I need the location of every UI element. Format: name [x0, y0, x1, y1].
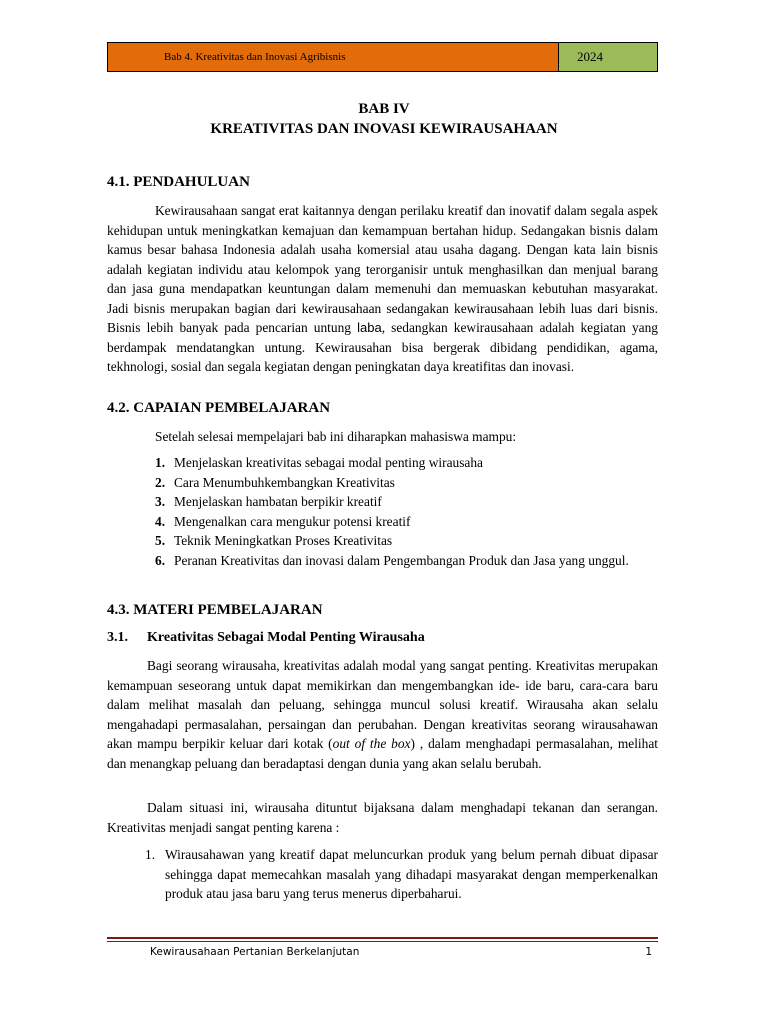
intro-text-part2: , sedangkan kewirausahaan adalah kegiatan yang berdampak mendatangkan untung. Kewirausahan bisa bergerak dibidang pendidikan, agama, tekhnologi, sosial dan segala kegiatan dengan peningkatan daya kreatifitas dan inovasi. [107, 320, 658, 374]
list-item-text: Wirausahawan yang kreatif dapat meluncurkan produk yang belum pernah dibuat dipasar sehingga dapat memecahkan masalah yang dihadapi masyarakat dengan memperkenalkan produk atau jasa baru yang terus menerus diperbaharui. [165, 847, 658, 901]
list-item-number: 4. [155, 513, 166, 529]
subsection-heading [107, 630, 425, 646]
materials-p1-italic: out of the box [332, 736, 411, 751]
materials-paragraph-2: Dalam situasi ini, wirausaha dituntut bijaksana dalam menghadapi tekanan dan serangan. Kreativitas menjadi sangat penting karena : [107, 800, 658, 835]
list-item-number: 1. [155, 455, 166, 470]
list-item [155, 512, 658, 532]
list-item-text: Peranan Kreativitas dan inovasi dalam Pengembangan Produk dan Jasa yang unggul. [174, 552, 629, 568]
intro-paragraph [107, 201, 658, 377]
list-item [155, 531, 658, 551]
page-header [107, 42, 658, 72]
list-item-text: Cara Menumbuhkembangkan Kreativitas [174, 474, 395, 490]
list-item [155, 551, 658, 571]
list-item [145, 845, 658, 904]
footer-divider [107, 937, 658, 942]
intro-text-part1: Kewirausahaan sangat erat kaitannya dengan perilaku kreatif dan inovatif dalam segala aspek kehidupan untuk meningkatkan kemajuan dan kemampuan bertahan hidup. Sedangakan bisnis dalam kamus besar bahasa Indonesia adalah usaha komersial atau usaha dagang. Dengan kata lain bisnis adalah kegiatan individu atau kelompok yang terorganisir untuk menghasilkan dan menjual barang dan jasa guna mendapatkan keuntungan dalam memenuhi dan memuaskan kebutuhan masyarakat. Jadi bisnis merupakan bagian dari kewirausahaan sedangakan kewirausahaan lebih luas dari bisnis. Bisnis lebih banyak pada pencarian untung [107, 203, 658, 335]
list-item-number: 2. [155, 474, 166, 490]
intro-word-laba: laba [357, 320, 382, 335]
header-year: 2024 [558, 43, 657, 71]
header-chapter-title: Bab 4. Kreativitas dan Inovasi Agribisnis [108, 43, 558, 71]
subsection-title: Kreativitas Sebagai Modal Penting Wirausaha [147, 630, 425, 645]
footer-divider-thick [107, 937, 658, 939]
section-heading-intro: 4.1. PENDAHULUAN [107, 174, 250, 190]
subsection-number: 3.1. [107, 630, 128, 645]
reasons-list [145, 845, 658, 904]
section-heading-materials: 4.3. MATERI PEMBELAJARAN [107, 602, 323, 618]
materials-p1-part2: ) , dalam menghadapi permasalahan, melihat dan menangkap peluang dan beradaptasi dengan dunia yang akan selalu berubah. [107, 736, 659, 771]
footer-divider-thin [107, 941, 658, 942]
page-number: 1 [645, 946, 652, 958]
list-item-text: Menjelaskan kreativitas sebagai modal penting wirausaha [174, 455, 483, 470]
list-item [155, 492, 658, 512]
list-item-number: 6. [155, 552, 166, 568]
list-item [155, 453, 658, 473]
section-heading-outcomes: 4.2. CAPAIAN PEMBELAJARAN [107, 400, 331, 416]
outcomes-intro: Setelah selesai mempelajari bab ini diharapkan mahasiswa mampu: [155, 429, 517, 444]
list-item-text: Menjelaskan hambatan berpikir kreatif [174, 494, 382, 509]
materials-p1-part1: Bagi seorang wirausaha, kreativitas adalah modal yang sangat penting. Kreativitas merupakan kemampuan seseorang untuk dapat memikirkan dan mengembangkan ide- ide baru, cara-cara baru dalam melihat masalah dan peluang, sehingga muncul solusi kreatif. Wirausaha akan selalu mengahadapi permasalahan, persaingan dan perubahan. Dengan kreativitas seorang wirausahawan akan mampu berpikir keluar dari kotak ( [107, 658, 658, 751]
materials-paragraph-1 [107, 656, 658, 773]
list-item-text: Mengenalkan cara mengukur potensi kreatif [174, 513, 411, 529]
list-item-text: Teknik Meningkatkan Proses Kreativitas [174, 533, 393, 548]
list-item-number: 5. [155, 533, 166, 548]
page-footer [150, 946, 652, 958]
chapter-title: KREATIVITAS DAN INOVASI KEWIRAUSAHAAN [210, 121, 558, 137]
outcomes-list [155, 453, 658, 570]
list-item-number: 1. [145, 847, 156, 862]
footer-book-title: Kewirausahaan Pertanian Berkelanjutan [150, 946, 360, 958]
chapter-label: BAB IV [358, 101, 410, 117]
list-item [155, 473, 658, 493]
list-item-number: 3. [155, 494, 166, 509]
